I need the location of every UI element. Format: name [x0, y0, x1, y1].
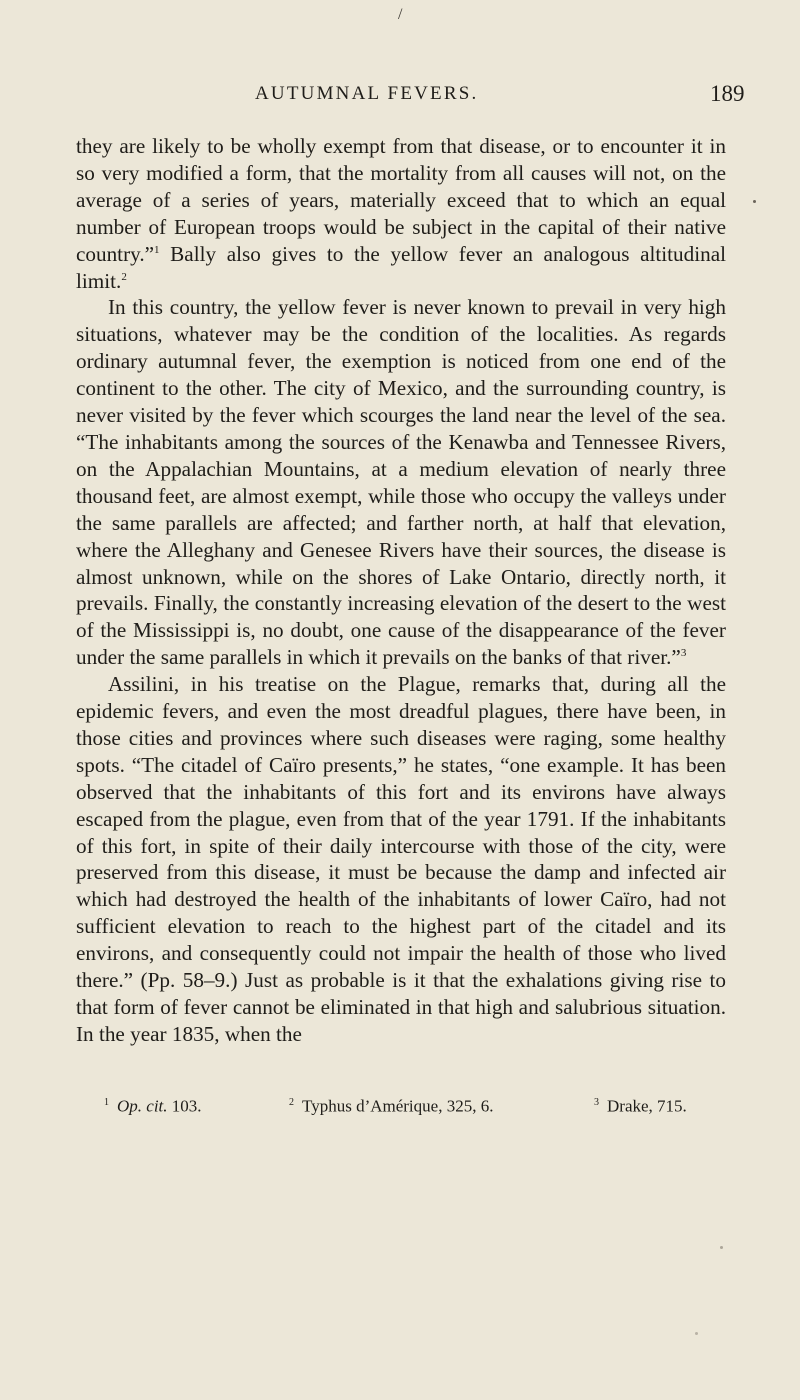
stray-pen-mark: /: [398, 6, 403, 23]
footnote-ref: 3: [680, 647, 687, 660]
footnote-ref: 1: [154, 243, 160, 256]
footnote-citation: Drake, 715.: [607, 1096, 687, 1116]
footnote-number: 2: [289, 1097, 294, 1108]
paper-speck: [753, 200, 756, 203]
paragraph-text: In this country, the yellow fever is never known to prevail in very high situations, whatever may be the condition of the localities. As regards ordinary autumnal fever, the exemption is noticed from one end of the continent to the other. The city of Mexico, and the surrounding country, is never visited by the fever which scourges the land near the level of the sea. “The inhabitants among the sources of the Kenawba and Tennessee Rivers, on the Appalachian Mountains, at a medium elevation of nearly three thousand feet, are almost exempt, while those who occupy the valleys under the same parallels are affected; and farther north, at half that elevation, where the Alleghany and Genesee Rivers have their sources, the disease is almost unknown, while on the shores of Lake Ontario, directly north, it prevails. Finally, the constantly increasing elevation of the desert to the west of the Mississippi is, no doubt, one cause of the disappearance of the fever under the same parallels in which it prevails on the banks of that river.”: [76, 295, 726, 670]
footnotes: [104, 1090, 744, 1116]
paragraph-text: they are likely to be wholly exempt from that disease, or to encounter it in so very modified a form, that the mortality from all causes will not, on the average of a series of years, materially exceed that to which an equal number of European troops would be subject in the capital of their native country.”: [76, 134, 726, 266]
paragraph-text: Assilini, in his treatise on the Plague, remarks that, during all the epidemic fevers, and even the most dreadful plagues, there have been, in those cities and provinces where such diseases were raging, some healthy spots. “The citadel of Caïro presents,” he states, “one example. It has been observed that the inhabitants of this fort and its environs have always escaped from the plague, even from that of the year 1791. If the inhabitants of this fort, in spite of their daily intercourse with those of the city, were preserved from this disease, it must be because the damp and infected air which had destroyed the health of the inhabitants of lower Caïro, had not sufficient elevation to reach to the highest part of the citadel and its environs, and consequently could not impair the health of those who lived there.” (Pp. 58–9.) Just as probable is it that the exhalations giving rise to that form of fever cannot be eliminated in that high and salubrious situation. In the year 1835, when the: [76, 672, 726, 1046]
footnote-text: 103.: [167, 1096, 202, 1116]
footnote-citation: Typhus d’Amérique, 325, 6.: [302, 1096, 494, 1116]
paragraph: [76, 294, 726, 671]
paper-speck: [720, 1246, 723, 1249]
footnote-number: 3: [594, 1097, 599, 1108]
page-header: [0, 78, 800, 110]
footnote-ref: 2: [121, 270, 127, 283]
footnote: [104, 1090, 202, 1120]
paragraph: [76, 133, 726, 294]
footnote-number: 1: [104, 1097, 109, 1108]
paragraph-text: Bally also gives to the yellow fever an analogous altitudinal limit.: [76, 241, 726, 293]
footnote-citation: Op. cit.: [117, 1096, 168, 1116]
paper-speck: [695, 1332, 698, 1335]
body-text: [76, 133, 726, 1048]
running-head: AUTUMNAL FEVERS.: [255, 83, 479, 104]
paragraph: [76, 671, 726, 1048]
page-number: 189: [710, 81, 745, 106]
footnote: [594, 1090, 687, 1120]
footnote: [289, 1090, 493, 1120]
